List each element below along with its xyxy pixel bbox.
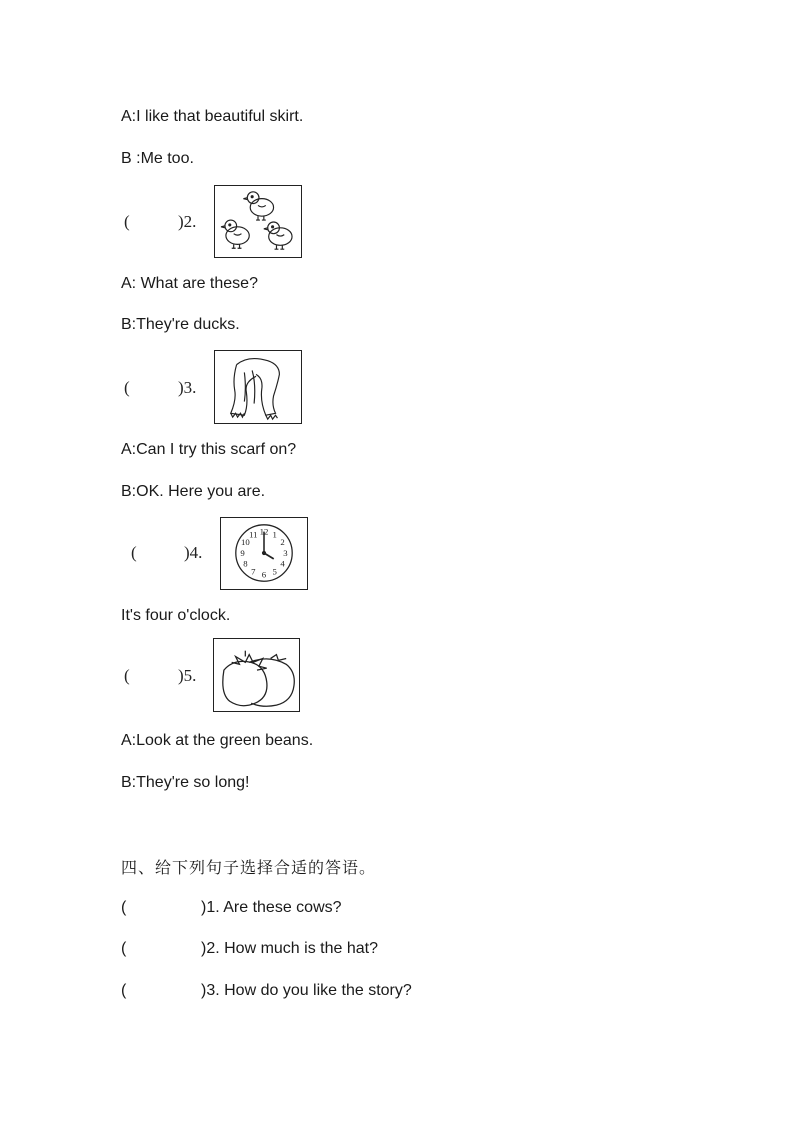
dialog-line: It's four o'clock. bbox=[121, 607, 231, 624]
clock-numeral: 2 bbox=[280, 537, 285, 548]
answer-open-paren: ( bbox=[124, 212, 130, 231]
item-number: )4. bbox=[184, 543, 203, 562]
dialog-line: A:Can I try this scarf on? bbox=[121, 441, 297, 458]
tomatoes-icon bbox=[213, 638, 300, 712]
clock-icon bbox=[220, 517, 308, 590]
clock-numeral: 12 bbox=[259, 526, 269, 537]
item-number: )3. bbox=[178, 378, 197, 397]
section-heading: 四、给下列句子选择合适的答语。 bbox=[121, 858, 377, 877]
answer-open-paren: ( bbox=[121, 940, 127, 957]
clock-numeral: 3 bbox=[283, 547, 288, 558]
question-text: )2. How much is the hat? bbox=[201, 940, 378, 957]
dialog-line: B:OK. Here you are. bbox=[121, 483, 266, 500]
clock-numeral: 8 bbox=[243, 558, 248, 569]
clock-numeral: 5 bbox=[272, 566, 277, 577]
question-text: )1. Are these cows? bbox=[201, 899, 342, 916]
clock-numeral: 1 bbox=[272, 529, 277, 540]
dialog-line: A:I like that beautiful skirt. bbox=[121, 108, 304, 125]
scarf-icon bbox=[214, 350, 302, 424]
question-text: )3. How do you like the story? bbox=[201, 982, 412, 999]
dialog-line: B:They're ducks. bbox=[121, 316, 240, 333]
chicks-icon bbox=[214, 185, 302, 258]
clock-numeral: 7 bbox=[251, 566, 256, 577]
answer-open-paren: ( bbox=[121, 982, 127, 999]
clock-numeral: 10 bbox=[241, 537, 250, 548]
clock-numeral: 9 bbox=[240, 547, 245, 558]
answer-open-paren: ( bbox=[124, 378, 130, 397]
dialog-line: A:Look at the green beans. bbox=[121, 732, 314, 749]
answer-open-paren: ( bbox=[124, 666, 130, 685]
clock-numeral: 6 bbox=[261, 569, 267, 580]
dialog-line: A: What are these? bbox=[121, 275, 258, 292]
clock-numeral: 11 bbox=[249, 529, 258, 540]
dialog-line: B :Me too. bbox=[121, 150, 194, 167]
clock-numeral: 4 bbox=[280, 558, 285, 569]
answer-open-paren: ( bbox=[121, 899, 127, 916]
item-number: )2. bbox=[178, 212, 197, 231]
item-number: )5. bbox=[178, 666, 197, 685]
dialog-line: B:They're so long! bbox=[121, 774, 250, 791]
answer-open-paren: ( bbox=[131, 543, 137, 562]
